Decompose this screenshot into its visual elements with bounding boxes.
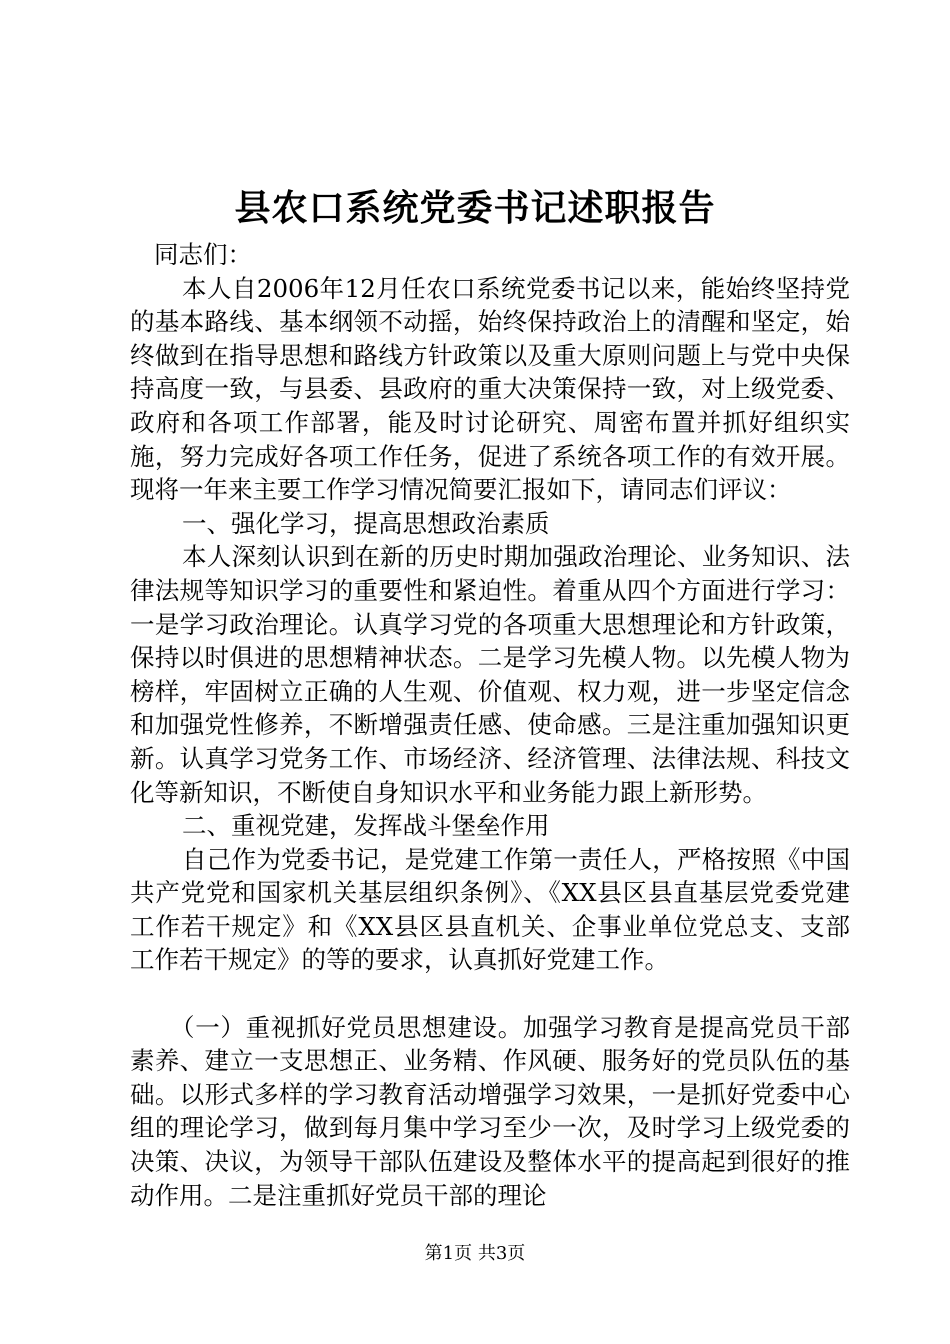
salutation: 同志们：	[154, 240, 252, 269]
paragraph-gap	[130, 977, 850, 1011]
page-footer: 第1页 共3页	[424, 1243, 526, 1264]
section-heading-1: 一、强化学习，提高思想政治素质	[182, 508, 550, 538]
paragraph-study: 本人深刻认识到在新的历史时期加强政治理论、业务知识、法律法规等知识学习的重要性和紧迫性。着重从四个方面进行学习：一是学习政治理论。认真学习党的各项重大思想理论和方针政策，保持以时俱进的思想精神状态。二是学习先模人物。以先模人物为榜样，牢固树立正确的人生观、价值观、权力观，进一步坚定信念和加强党性修养，不断增强责任感、使命感。三是注重加强知识更新。认真学习党务工作、市场经济、经济管理、法律法规、科技文化等新知识，不断使自身知识水平和业务能力跟上新形势。	[130, 542, 850, 807]
document-title: 县农口系统党委书记述职报告	[234, 187, 716, 229]
paragraph-party-building: 自己作为党委书记，是党建工作第一责任人，严格按照《中国共产党党和国家机关基层组织条例》、《XX县区县直基层党委党建工作若干规定》和《XX县区县直机关、企事业单位党总支、支部工作若干规定》的等的要求，认真抓好党建工作。	[130, 844, 850, 975]
paragraph-intro: 本人自2006年12月任农口系统党委书记以来，能始终坚持党的基本路线、基本纲领不动摇，始终保持政治上的清醒和坚定，始终做到在指导思想和路线方针政策以及重大原则问题上与党中央保持高度一致，与县委、县政府的重大决策保持一致，对上级党委、政府和各项工作部署，能及时讨论研究、周密布置并抓好组织实施，努力完成好各项工作任务，促进了系统各项工作的有效开展。现将一年来主要工作学习情况简要汇报如下，请同志们评议：	[130, 273, 850, 505]
section-heading-2: 二、重视党建，发挥战斗堡垒作用	[182, 811, 550, 841]
paragraph-ideology: （一）重视抓好党员思想建设。加强学习教育是提高党员干部素养、建立一支思想正、业务精、作风硬、服务好的党员队伍的基础。以形式多样的学习教育活动增强学习效果，一是抓好党委中心组的理论学习，做到每月集中学习至少一次，及时学习上级党委的决策、决议，为领导干部队伍建设及整体水平的提高起到很好的推动作用。二是注重抓好党员干部的理论	[130, 1012, 850, 1210]
document-body	[130, 238, 850, 1212]
